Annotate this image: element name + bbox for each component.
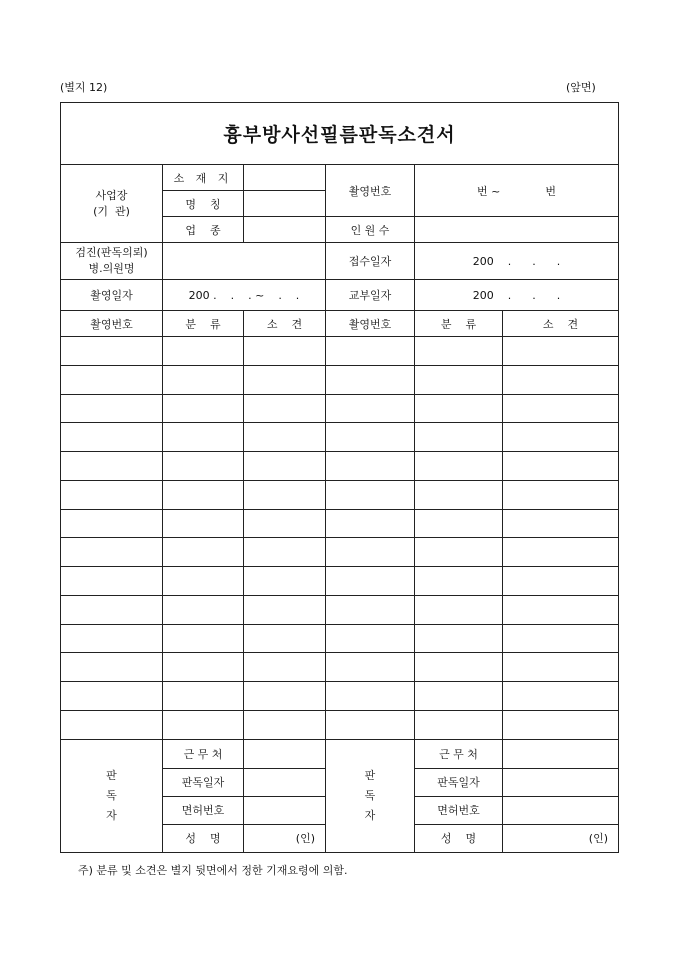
result-cell[interactable] xyxy=(163,653,244,682)
result-cell[interactable] xyxy=(163,624,244,653)
reader-right-char-1: 판 xyxy=(364,768,376,782)
result-cell[interactable] xyxy=(244,480,326,509)
reader-right-seal[interactable]: (인) xyxy=(503,824,619,852)
result-cell[interactable] xyxy=(61,365,163,394)
reader-left-char-1: 판 xyxy=(106,768,117,782)
result-cell[interactable] xyxy=(163,452,244,481)
result-cell[interactable] xyxy=(326,595,415,624)
result-cell[interactable] xyxy=(503,337,619,366)
result-cell[interactable] xyxy=(326,423,415,452)
result-cell[interactable] xyxy=(326,509,415,538)
col-header-finding-2: 소 견 xyxy=(503,311,619,337)
result-cell[interactable] xyxy=(415,653,503,682)
result-cell[interactable] xyxy=(415,509,503,538)
result-cell[interactable] xyxy=(326,682,415,711)
result-cell[interactable] xyxy=(163,365,244,394)
reader-right-name-label: 성 명 xyxy=(415,824,503,852)
result-cell[interactable] xyxy=(244,682,326,711)
result-cell[interactable] xyxy=(503,653,619,682)
reader-left-read-date-field[interactable] xyxy=(244,768,326,796)
result-row xyxy=(61,509,619,538)
result-cell[interactable] xyxy=(163,595,244,624)
result-cell[interactable] xyxy=(326,452,415,481)
result-cell[interactable] xyxy=(163,337,244,366)
industry-field[interactable] xyxy=(244,217,326,243)
result-row xyxy=(61,365,619,394)
reader-right-char-3: 자 xyxy=(364,808,376,822)
result-cell[interactable] xyxy=(163,509,244,538)
result-cell[interactable] xyxy=(61,682,163,711)
col-header-film-number-2: 촬영번호 xyxy=(326,311,415,337)
film-number-end-unit: 번 xyxy=(545,184,556,198)
page-title: 흉부방사선필름판독소견서 xyxy=(61,103,619,165)
result-row xyxy=(61,394,619,423)
headcount-field[interactable] xyxy=(415,217,619,243)
result-cell[interactable] xyxy=(61,423,163,452)
name-field[interactable] xyxy=(244,191,326,217)
result-cell[interactable] xyxy=(503,423,619,452)
page-side-label: (앞면) xyxy=(566,81,596,94)
shoot-date-field[interactable]: 200 . . . ~ . . xyxy=(163,280,326,311)
col-header-category: 분 류 xyxy=(163,311,244,337)
reader-left-workplace-field[interactable] xyxy=(244,739,326,768)
result-cell[interactable] xyxy=(244,423,326,452)
reader-right-license-label: 면허번호 xyxy=(415,796,503,824)
result-cell[interactable] xyxy=(61,452,163,481)
result-row xyxy=(61,595,619,624)
reader-left-workplace-label: 근 무 처 xyxy=(163,739,244,768)
result-cell[interactable] xyxy=(503,538,619,567)
result-cell[interactable] xyxy=(326,480,415,509)
result-cell[interactable] xyxy=(415,682,503,711)
reader-right-license-field[interactable] xyxy=(503,796,619,824)
result-cell[interactable] xyxy=(415,538,503,567)
col-header-finding: 소 견 xyxy=(244,311,326,337)
result-cell[interactable] xyxy=(244,653,326,682)
location-label: 소 재 지 xyxy=(163,165,244,191)
facility-label xyxy=(61,165,163,243)
result-row xyxy=(61,337,619,366)
hospital-label xyxy=(61,243,163,280)
result-cell[interactable] xyxy=(326,365,415,394)
result-cell[interactable] xyxy=(503,365,619,394)
result-cell[interactable] xyxy=(415,452,503,481)
reader-left-seal[interactable]: (인) xyxy=(244,824,326,852)
result-cell[interactable] xyxy=(415,624,503,653)
result-cell[interactable] xyxy=(244,624,326,653)
result-cell[interactable] xyxy=(244,337,326,366)
result-cell[interactable] xyxy=(244,394,326,423)
result-cell[interactable] xyxy=(503,452,619,481)
received-date-label: 접수일자 xyxy=(326,243,415,280)
result-cell[interactable] xyxy=(503,509,619,538)
result-cell[interactable] xyxy=(61,337,163,366)
result-cell[interactable] xyxy=(61,509,163,538)
result-cell[interactable] xyxy=(326,624,415,653)
result-cell[interactable] xyxy=(61,653,163,682)
reader-right-workplace-field[interactable] xyxy=(503,739,619,768)
result-cell[interactable] xyxy=(415,365,503,394)
result-cell[interactable] xyxy=(415,595,503,624)
form-number-label: (별지 12) xyxy=(60,81,108,94)
reader-left-label xyxy=(61,739,163,852)
result-cell[interactable] xyxy=(61,567,163,596)
result-cell[interactable] xyxy=(244,365,326,394)
result-cell[interactable] xyxy=(244,567,326,596)
reader-left-name-label: 성 명 xyxy=(163,824,244,852)
shoot-date-label: 촬영일자 xyxy=(61,280,163,311)
film-number-start-unit: 번 ~ xyxy=(477,184,501,198)
name-label: 명 칭 xyxy=(163,191,244,217)
result-cell[interactable] xyxy=(415,337,503,366)
reader-right-read-date-label: 판독일자 xyxy=(415,768,503,796)
result-cell[interactable] xyxy=(61,394,163,423)
result-row xyxy=(61,653,619,682)
result-cell[interactable] xyxy=(244,595,326,624)
result-cell[interactable] xyxy=(326,394,415,423)
result-cell[interactable] xyxy=(244,710,326,739)
reader-left-license-label: 면허번호 xyxy=(163,796,244,824)
facility-label-line2: (기 관) xyxy=(93,204,130,218)
reader-left-char-2: 독 xyxy=(106,788,117,802)
reader-left-read-date-label: 판독일자 xyxy=(163,768,244,796)
reader-right-char-2: 독 xyxy=(364,788,376,802)
result-cell[interactable] xyxy=(61,710,163,739)
result-cell[interactable] xyxy=(61,595,163,624)
result-cell[interactable] xyxy=(326,710,415,739)
reader-right-label xyxy=(326,739,415,852)
result-row xyxy=(61,624,619,653)
col-header-film-number: 촬영번호 xyxy=(61,311,163,337)
hospital-label-line1: 검진(판독의뢰) xyxy=(75,246,148,259)
hospital-label-line2: 병.의원명 xyxy=(88,262,135,275)
result-cell[interactable] xyxy=(415,710,503,739)
result-cell[interactable] xyxy=(503,394,619,423)
facility-label-line1: 사업장 xyxy=(95,188,128,202)
result-cell[interactable] xyxy=(415,480,503,509)
location-field[interactable] xyxy=(244,165,326,191)
result-cell[interactable] xyxy=(503,624,619,653)
col-header-category-2: 분 류 xyxy=(415,311,503,337)
footnote: 주) 분류 및 소견은 별지 뒷면에서 정한 기재요령에 의함. xyxy=(78,864,348,877)
result-cell[interactable] xyxy=(503,682,619,711)
reader-left-license-field[interactable] xyxy=(244,796,326,824)
result-row xyxy=(61,423,619,452)
results-header-row xyxy=(61,311,619,337)
film-number-field[interactable] xyxy=(415,165,619,217)
result-cell[interactable] xyxy=(61,480,163,509)
result-cell[interactable] xyxy=(503,710,619,739)
result-cell[interactable] xyxy=(415,423,503,452)
result-cell[interactable] xyxy=(163,423,244,452)
result-cell[interactable] xyxy=(503,567,619,596)
result-cell[interactable] xyxy=(244,452,326,481)
result-cell[interactable] xyxy=(163,682,244,711)
result-cell[interactable] xyxy=(326,653,415,682)
reader-right-read-date-field[interactable] xyxy=(503,768,619,796)
reader-right-workplace-label: 근 무 처 xyxy=(415,739,503,768)
received-date-field[interactable]: 200 . . . xyxy=(415,243,619,280)
result-cell[interactable] xyxy=(61,538,163,567)
film-number-label: 촬영번호 xyxy=(326,165,415,217)
issue-date-label: 교부일자 xyxy=(326,280,415,311)
result-row xyxy=(61,710,619,739)
result-cell[interactable] xyxy=(244,538,326,567)
result-cell[interactable] xyxy=(163,394,244,423)
result-cell[interactable] xyxy=(61,624,163,653)
report-form-table xyxy=(60,102,619,853)
result-row xyxy=(61,567,619,596)
headcount-label: 인 원 수 xyxy=(326,217,415,243)
result-cell[interactable] xyxy=(244,509,326,538)
result-row xyxy=(61,480,619,509)
result-cell[interactable] xyxy=(163,480,244,509)
result-cell[interactable] xyxy=(503,595,619,624)
result-cell[interactable] xyxy=(415,394,503,423)
result-row xyxy=(61,682,619,711)
result-row xyxy=(61,538,619,567)
result-cell[interactable] xyxy=(326,337,415,366)
result-row xyxy=(61,452,619,481)
result-cell[interactable] xyxy=(326,567,415,596)
result-cell[interactable] xyxy=(163,567,244,596)
results-body xyxy=(61,337,619,740)
result-cell[interactable] xyxy=(326,538,415,567)
industry-label: 업 종 xyxy=(163,217,244,243)
reader-left-char-3: 자 xyxy=(106,808,117,822)
result-cell[interactable] xyxy=(503,480,619,509)
result-cell[interactable] xyxy=(415,567,503,596)
result-cell[interactable] xyxy=(163,710,244,739)
issue-date-field[interactable]: 200 . . . xyxy=(415,280,619,311)
result-cell[interactable] xyxy=(163,538,244,567)
hospital-field[interactable] xyxy=(163,243,326,280)
